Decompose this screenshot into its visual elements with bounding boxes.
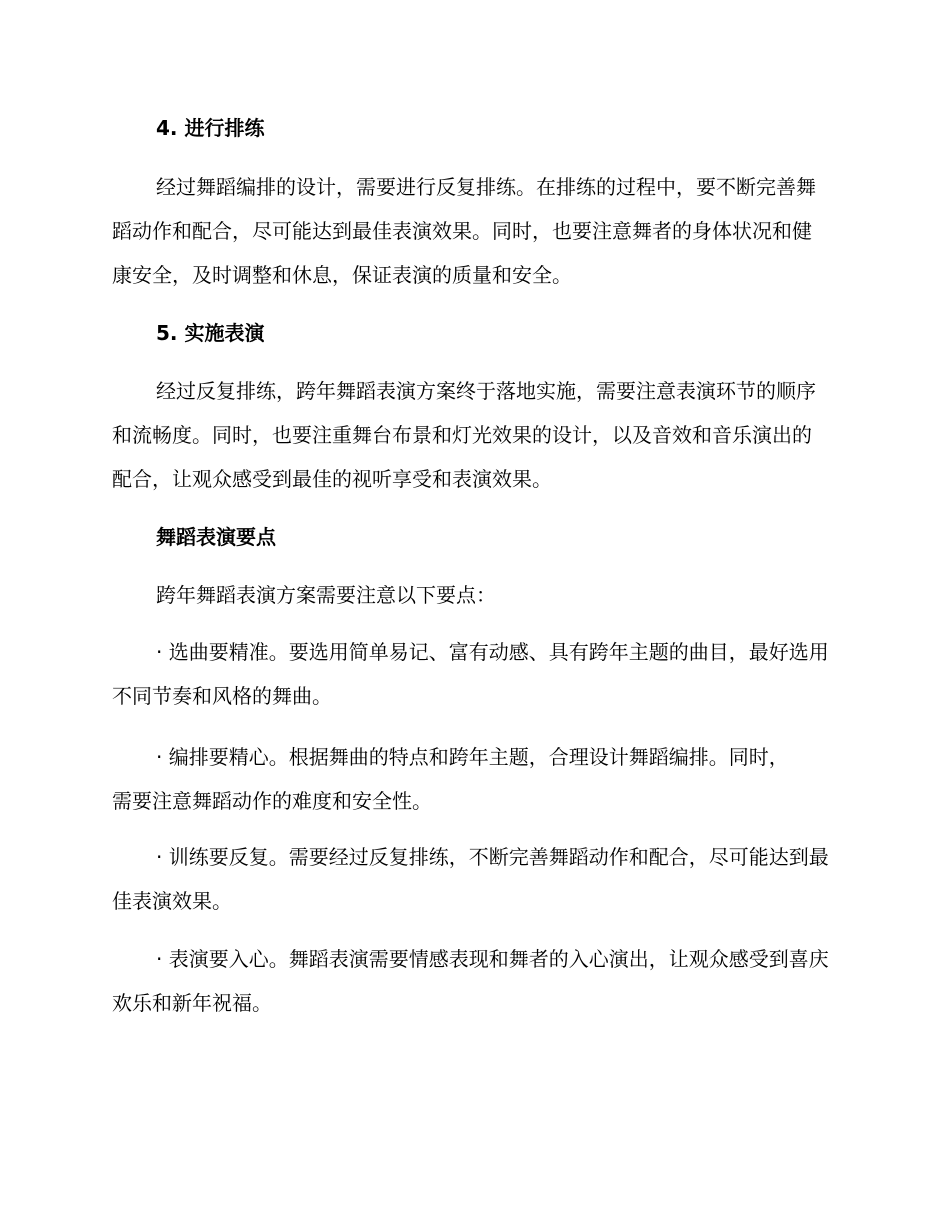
section-5-paragraph: 经过反复排练，跨年舞蹈表演方案终于落地实施，需要注意表演环节的顺序和流畅度。同时，也要注重舞台布景和灯光效果的设计，以及音效和音乐演出的配合，让观众感受到最佳的视听享受和表演效果。 <box>112 379 816 491</box>
section-4-heading: 4. 进行排练 <box>156 116 265 140</box>
key-point-item: · 表演要入心。舞蹈表演需要情感表现和舞者的入心演出，让观众感受到喜庆欢乐和新年祝福。 <box>112 947 829 1015</box>
key-point-item: · 训练要反复。需要经过反复排练，不断完善舞蹈动作和配合，尽可能达到最佳表演效果。 <box>112 845 829 913</box>
section-5-heading: 5. 实施表演 <box>156 321 265 345</box>
key-point-item: · 选曲要精准。要选用简单易记、富有动感、具有跨年主题的曲目，最好选用不同节奏和风格的舞曲。 <box>112 640 829 708</box>
key-point-item: · 编排要精心。根据舞曲的特点和跨年主题，合理设计舞蹈编排。同时，需要注意舞蹈动作的难度和安全性。 <box>112 745 789 813</box>
section-4-paragraph: 经过舞蹈编排的设计，需要进行反复排练。在排练的过程中，要不断完善舞蹈动作和配合，尽可能达到最佳表演效果。同时，也要注意舞者的身体状况和健康安全，及时调整和休息，保证表演的质量和安全。 <box>112 175 816 287</box>
key-points-heading: 舞蹈表演要点 <box>156 525 276 549</box>
key-points-intro: 跨年舞蹈表演方案需要注意以下要点： <box>156 583 496 607</box>
